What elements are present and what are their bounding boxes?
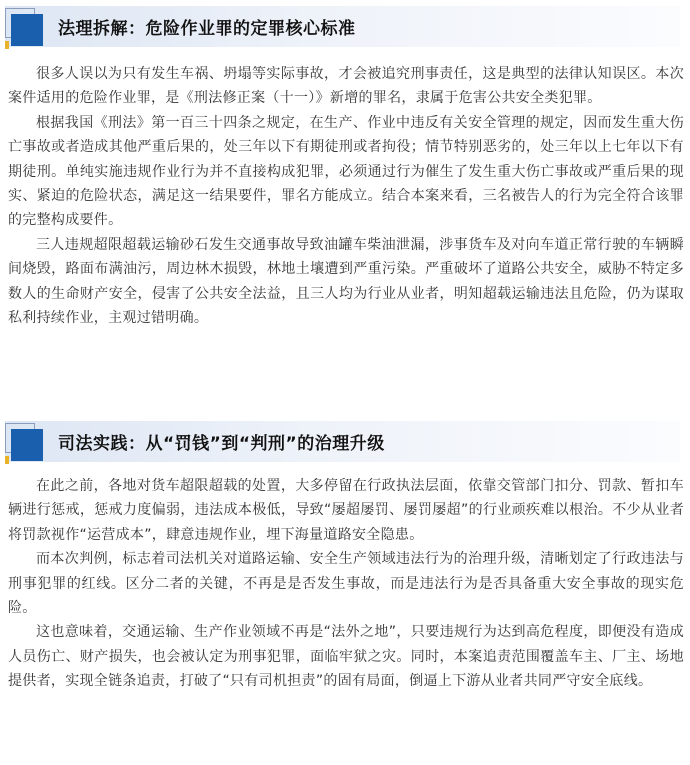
section-header-legal-analysis — [5, 6, 680, 47]
section-body-judicial-practice — [8, 474, 684, 694]
paragraph: 这也意味着，交通运输、生产作业领域不再是“法外之地”，只要违规行为达到高危程度，即便没有造成人员伤亡、财产损失，也会被认定为刑事犯罪，面临牢狱之灾。同时，本案追责范围覆盖车主、厂主、场地提供者，实现全链条追责，打破了“只有司机担责”的固有局面，倒逼上下游从业者共同严守安全底线。 — [8, 624, 684, 690]
section-marker-icon — [5, 8, 43, 46]
paragraph: 而本次判例，标志着司法机关对道路运输、安全生产领域违法行为的治理升级，清晰划定了行政违法与刑事犯罪的红线。区分二者的关键，不再是是否发生事故，而是违法行为是否具备重大安全事故的现实危险。 — [8, 551, 684, 617]
section-marker-icon — [5, 423, 43, 461]
paragraph: 在此之前，各地对货车超限超载的处置，大多停留在行政执法层面，依靠交管部门扣分、罚款、暂扣车辆进行惩戒，惩戒力度偏弱，违法成本极低，导致“屡超屡罚、屡罚屡超”的行业顽疾难以根治。不少从业者将罚款视作“运营成本”，肆意违规作业，埋下海量道路安全隐患。 — [8, 478, 684, 543]
section-title: 司法实践：从“罚钱”到“判刑”的治理升级 — [58, 434, 385, 454]
paragraph: 根据我国《刑法》第一百三十四条之规定，在生产、作业中违反有关安全管理的规定，因而发生重大伤亡事故或者造成其他严重后果的，处三年以下有期徒刑或者拘役；情节特别恶劣的，处三年以上七年以下有期徒刑。单纯实施违规作业行为并不直接构成犯罪，必须通过行为催生了发生重大伤亡事故或严重后果的现实、紧迫的危险状态，满足这一结果要件，罪名方能成立。结合本案来看，三名被告人的行为完全符合该罪的完整构成要件。 — [8, 114, 684, 229]
paragraph: 很多人误以为只有发生车祸、坍塌等实际事故，才会被追究刑事责任，这是典型的法律认知误区。本次案件适用的危险作业罪，是《刑法修正案（十一）》新增的罪名，隶属于危害公共安全类犯罪。 — [8, 66, 684, 107]
section-body-legal-analysis — [8, 62, 684, 330]
section-title: 法理拆解：危险作业罪的定罪核心标准 — [58, 19, 356, 39]
section-header-judicial-practice — [5, 421, 680, 462]
paragraph: 三人违规超限超载运输砂石发生交通事故导致油罐车柴油泄漏，涉事货车及对向车道正常行驶的车辆瞬间烧毁，路面布满油污，周边林木损毁，林地土壤遭到严重污染。严重破坏了道路公共安全，威胁不特定多数人的生命财产安全，侵害了公共安全法益，且三人均为行业从业者，明知超载运输违法且危险，仍为谋取私利持续作业，主观过错明确。 — [8, 236, 684, 327]
